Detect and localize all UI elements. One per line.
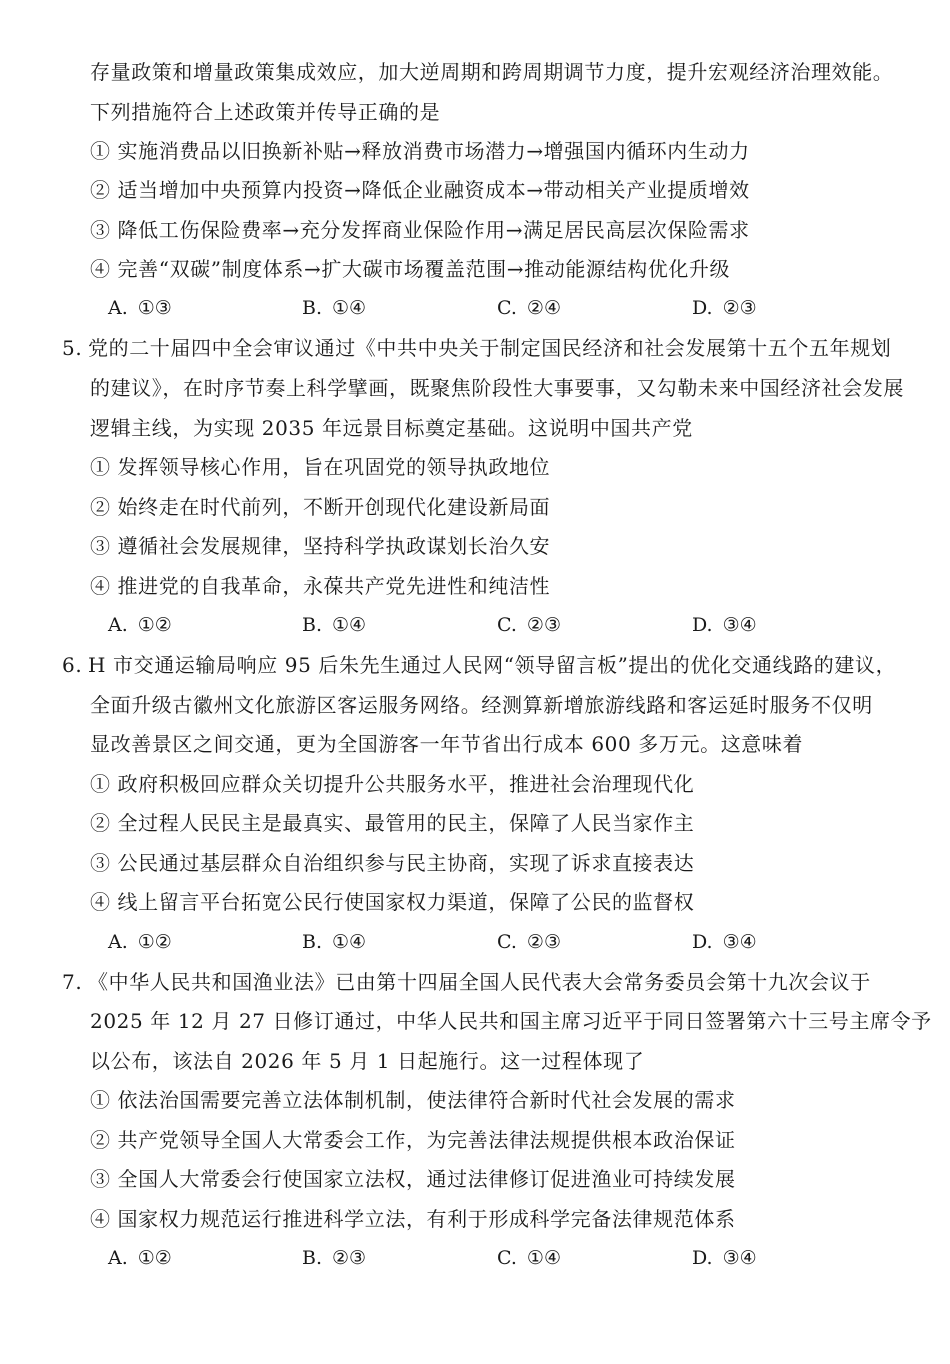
answer-options — [108, 293, 908, 323]
option-b: B. ①④ — [302, 297, 367, 319]
option-a: A. ①② — [108, 1247, 172, 1269]
question-5-line: 逻辑主线，为实现 2035 年远景目标奠定基础。这说明中国共产党 — [90, 416, 693, 440]
question-number: 6. — [62, 653, 83, 677]
question-6-item: ② 全过程人民民主是最真实、最管用的民主，保障了人民当家作主 — [90, 811, 695, 835]
option-d: D. ②③ — [692, 297, 757, 319]
question-7-item: ④ 国家权力规范运行推进科学立法，有利于形成科学完备法律规范体系 — [90, 1207, 736, 1231]
answer-options — [108, 610, 908, 640]
question-6-item: ① 政府积极回应群众关切提升公共服务水平，推进社会治理现代化 — [90, 772, 695, 796]
option-a: A. ①② — [108, 614, 172, 636]
question-5-item: ④ 推进党的自我革命，永葆共产党先进性和纯洁性 — [90, 574, 551, 598]
question-7-item: ② 共产党领导全国人大常委会工作，为完善法律法规提供根本政治保证 — [90, 1128, 736, 1152]
intro-item: ③ 降低工伤保险费率→充分发挥商业保险作用→满足居民高层次保险需求 — [90, 218, 750, 242]
question-6-stem: 6. H 市交通运输局响应 95 后朱先生通过人民网“领导留言板”提出的优化交通线路的建议， — [62, 650, 935, 680]
option-b: B. ①④ — [302, 614, 367, 636]
option-c: C. ①④ — [497, 1247, 561, 1269]
question-6-item: ③ 公民通过基层群众自治组织参与民主协商，实现了诉求直接表达 — [90, 851, 695, 875]
question-6-item: ④ 线上留言平台拓宽公民行使国家权力渠道，保障了公民的监督权 — [90, 890, 695, 914]
question-5-item: ① 发挥领导核心作用，旨在巩固党的领导执政地位 — [90, 455, 551, 479]
question-7-line: 2025 年 12 月 27 日修订通过，中华人民共和国主席习近平于同日签署第六十三号主席令予 — [90, 1009, 932, 1033]
intro-item: ① 实施消费品以旧换新补贴→释放消费市场潜力→增强国内循环内生动力 — [90, 139, 750, 163]
intro-item: ② 适当增加中央预算内投资→降低企业融资成本→带动相关产业提质增效 — [90, 178, 750, 202]
option-b: B. ①④ — [302, 931, 367, 953]
question-number: 7. — [62, 970, 83, 994]
question-6-line: 显改善景区之间交通，更为全国游客一年节省出行成本 600 多万元。这意味着 — [90, 732, 804, 756]
option-c: C. ②③ — [497, 614, 561, 636]
question-5-line: 的建议》，在时序节奏上科学擘画，既聚焦阶段性大事要事，又勾勒未来中国经济社会发展 — [90, 376, 904, 400]
question-5-stem: 5. 党的二十届四中全会审议通过《中共中央关于制定国民经济和社会发展第十五个五年规划 — [62, 333, 935, 363]
intro-line: 下列措施符合上述政策并传导正确的是 — [90, 100, 441, 124]
answer-options — [108, 1243, 908, 1273]
question-number: 5. — [62, 336, 83, 360]
question-7-item: ① 依法治国需要完善立法体制机制，使法律符合新时代社会发展的需求 — [90, 1088, 736, 1112]
question-5-item: ② 始终走在时代前列，不断开创现代化建设新局面 — [90, 495, 551, 519]
question-6-line: 全面升级古徽州文化旅游区客运服务网络。经测算新增旅游线路和客运延时服务不仅明 — [90, 693, 873, 717]
option-d: D. ③④ — [692, 614, 757, 636]
intro-line: 存量政策和增量政策集成效应，加大逆周期和跨周期调节力度，提升宏观经济治理效能。 — [90, 60, 894, 84]
question-7-item: ③ 全国人大常委会行使国家立法权，通过法律修订促进渔业可持续发展 — [90, 1167, 736, 1191]
option-c: C. ②④ — [497, 297, 561, 319]
option-a: A. ①③ — [108, 297, 172, 319]
question-7-line: 以公布，该法自 2026 年 5 月 1 日起施行。这一过程体现了 — [90, 1049, 645, 1073]
question-7-stem: 7. 《中华人民共和国渔业法》已由第十四届全国人民代表大会常务委员会第十九次会议于 — [62, 967, 935, 997]
option-a: A. ①② — [108, 931, 172, 953]
intro-item: ④ 完善“双碳”制度体系→扩大碳市场覆盖范围→推动能源结构优化升级 — [90, 257, 731, 281]
question-5-item: ③ 遵循社会发展规律，坚持科学执政谋划长治久安 — [90, 534, 551, 558]
option-c: C. ②③ — [497, 931, 561, 953]
option-b: B. ②③ — [302, 1247, 367, 1269]
option-d: D. ③④ — [692, 1247, 757, 1269]
answer-options — [108, 927, 908, 957]
option-d: D. ③④ — [692, 931, 757, 953]
